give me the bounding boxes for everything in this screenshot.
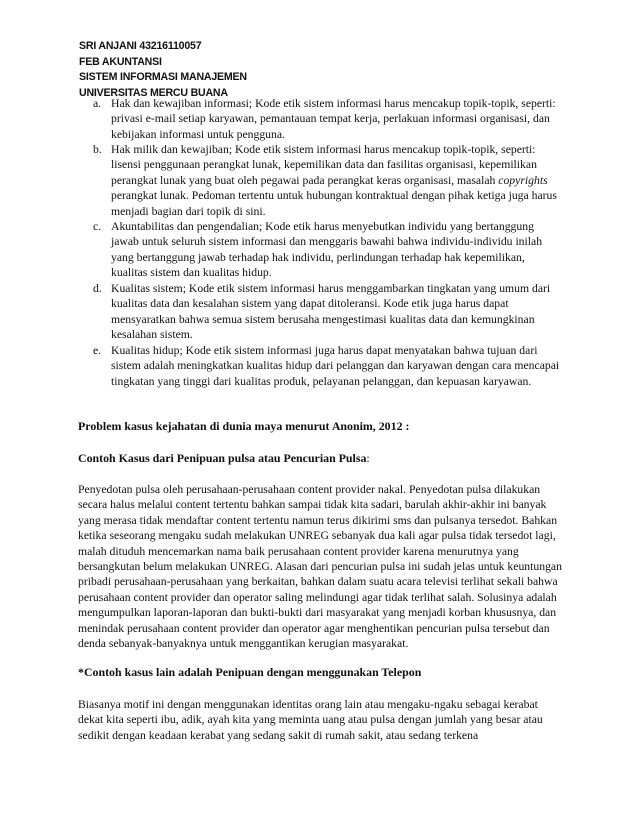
list-marker: e. — [93, 344, 102, 357]
list-item-text: Akuntabilitas dan pengendalian; Kode etik harus menyebutkan individu yang bertanggung jawab untuk seluruh sistem informasi dan menggaris bawahi bahwa individu-individu inilah yang bertanggung jawab terhadap hak individu, perlindungan terhadap hak kepemilikan, kualitas sistem dan kualitas hidup. — [111, 220, 543, 280]
case1-heading — [78, 451, 370, 466]
case2-body: Biasanya motif ini dengan menggunakan identitas orang lain atau mengaku-ngaku sebagai kerabat dekat kita seperti ibu, adik, ayah kita yang meminta uang atau pulsa dengan jumlah yang besar atau sedikit dengan keadaan kerabat yang sedang sakit di rumah sakit, atau sedang terkena — [78, 698, 543, 742]
case1-body: Penyedotan pulsa oleh perusahaan-perusahaan content provider nakal. Penyedotan pulsa dilakukan secara halus melalui content tertentu bahkan sampai tidak kita sadari, barulah akhir-akhir ini banyak yang merasa tidak mendaftar content tertentu namun terus dikirimi sms dan pulsanya tersedot. Bahkan ketika seseorang mengaku sudah melakukan UNREG sebanyak dua kali agar pulsa tidak tersedot lagi, malah dituduh mencemarkan nama baik perusahaan content provider karena menurutnya yang bersangkutan belum melakukan UNREG. Alasan dari pencurian pulsa ini sudah jelas untuk keuntungan pribadi perusahaan-perusahaan yang berkaitan, bahkan dalam suatu acara televisi terlihat sekali bahwa perusahaan content provider dan operator saling melindungi agar tidak terlihat salah. Solusinya adalah mengumpulkan laporan-laporan dan bukti-bukti dari masyarakat yang menjadi korban khususnya, dan menindak perusahaan content provider dan operator agar menghentikan pencurian pulsa tersebut dan denda sebanyak-banyaknya untuk menggantikan kerugian masyarakat. — [78, 483, 562, 651]
list-item — [93, 219, 563, 281]
list-item-text-continued: perangkat lunak. Pedoman tertentu untuk hubungan kontraktual dengan pihak ketiga juga harus menjadi bagian dari topik di sini. — [111, 189, 557, 218]
list-marker: a. — [93, 97, 102, 110]
list-item-text: Hak milik dan kewajiban; Kode etik sistem informasi harus mencakup topik-topik, seperti: lisensi penggunaan perangkat lunak, kepemilikan data dan fasilitas organisasi, kepemilikan perangkat lunak yang buat oleh pegawai pada perangkat keras organisasi, masalah — [111, 143, 537, 187]
list-marker: b. — [93, 143, 102, 156]
list-item-italic-term: copyrights — [498, 173, 548, 187]
ethics-code-list — [93, 96, 563, 389]
list-item-text: Kualitas hidup; Kode etik sistem informasi juga harus dapat menyatakan bahwa tujuan dari sistem adalah meningkatkan kualitas hidup dari pelanggan dan karyawan dengan cara mencapai tingkatan yang tinggi dari kualitas produk, pelayanan pelanggan, dan kepuasan karyawan. — [111, 344, 560, 388]
faculty-line: FEB AKUNTANSI — [79, 55, 162, 68]
case1-heading-text: Contoh Kasus dari Penipuan pulsa atau Pencurian Pulsa — [78, 451, 367, 465]
list-marker: c. — [93, 220, 102, 233]
case2-heading: *Contoh kasus lain adalah Penipuan dengan menggunakan Telepon — [78, 665, 422, 679]
case1-heading-suffix: : — [366, 451, 370, 465]
list-item-text: Kualitas sistem; Kode etik sistem informasi harus menggambarkan tingkatan yang umum dari kualitas data dan kesalahan sistem yang dapat ditoleransi. Kode etik juga harus dapat mensyaratkan bahwa semua sistem berusaha mengestimasi kualitas data dan kemungkinan kesalahan sistem. — [111, 282, 551, 342]
author-header — [79, 39, 247, 101]
list-marker: d. — [93, 282, 102, 295]
problem-heading: Problem kasus kejahatan di dunia maya menurut Anonim, 2012 : — [78, 419, 410, 433]
university-line: UNIVERSITAS MERCU BUANA — [79, 86, 228, 99]
list-item — [93, 281, 563, 343]
course-line: SISTEM INFORMASI MANAJEMEN — [79, 71, 247, 84]
list-item — [93, 343, 563, 389]
list-item — [93, 96, 563, 142]
list-item-text: Hak dan kewajiban informasi; Kode etik sistem informasi harus mencakup topik-topik, seperti: privasi e-mail setiap karyawan, pemantauan tempat kerja, perlakuan informasi organisasi, dan kebijakan informasi untuk pengguna. — [111, 97, 556, 141]
author-name-line: SRI ANJANI 43216110057 — [79, 40, 202, 52]
list-item — [93, 142, 563, 219]
